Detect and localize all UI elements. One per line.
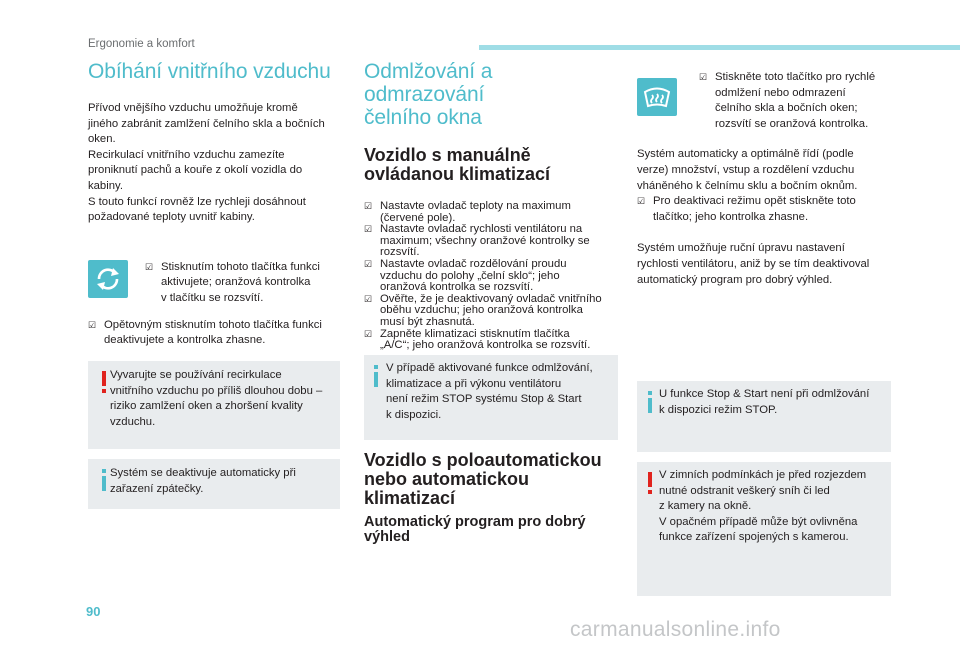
demist-press-bullet: ☑ Stiskněte toto tlačítko pro rychlé odmlžení nebo odmrazení čelního skla a bočních oken; rozsvítí se oranžová kontrolka. <box>699 71 876 130</box>
bullet-marker: ☑ <box>145 261 154 272</box>
list-item: ☑ Nastavte ovladač rozdělování proudu vzduchu do polohy „čelní sklo“; jeho oranžová kontrolka se rozsvítí. <box>364 257 567 294</box>
manual-fan-text: Systém umožňuje ruční úpravu nastavení rychlosti ventilátoru, aniž by se tím deaktivoval automatický program pro dobrý výhled. <box>637 242 870 286</box>
list-item: ☑ Nastavte ovladač rychlosti ventilátoru na maximum; všechny oranžové kontrolky se rozsvítí. <box>364 223 590 259</box>
recirculation-repress-bullet: ☑ Opětovným stisknutím tohoto tlačítka funkci deaktivujete a kontrolka zhasne. <box>88 318 340 349</box>
info-icon <box>369 365 383 387</box>
recirculation-press-row <box>88 260 340 307</box>
recirculation-intro: Přívod vnějšího vzduchu umožňuje kromě jiného zabránit zamlžení čelního skla a bočních oken. Recirkulací vnitřního vzduchu zamezíte proniknutí pachů a kouře z okolí vozidla do kabiny. S touto funkcí rovněž lze rychleji dosáhnout požadované teploty uvnitř kabiny. <box>88 102 325 224</box>
manual-steps-list <box>364 201 618 352</box>
warning-exclamation-icon <box>97 371 111 393</box>
warning-exclamation-icon <box>643 472 657 494</box>
watermark-text: carmanualsonline.info <box>570 618 781 641</box>
info-icon <box>97 469 111 491</box>
section-header: Ergonomie a komfort <box>88 38 195 50</box>
list-item: ☑ Zapněte klimatizaci stisknutím tlačítka „A/C“; jeho oranžová kontrolka se rozsvítí. <box>364 327 591 352</box>
heading-semi-auto-ac: Vozidlo s poloautomatickou nebo automatickou klimatizací <box>364 450 602 508</box>
page-number: 90 <box>86 604 101 619</box>
column-demist <box>364 60 618 352</box>
heading-manual-ac: Vozidlo s manuálně ovládanou klimatizací <box>364 145 551 184</box>
info-note-stop-start: U funkce Stop & Start není při odmlžování k dispozici režim STOP. <box>637 381 891 452</box>
column-recirculation <box>88 60 340 349</box>
column-auto-visibility <box>637 60 891 288</box>
header-rule <box>479 45 960 50</box>
deactivate-bullet: ☑ Pro deaktivaci režimu opět stiskněte toto tlačítko; jeho kontrolka zhasne. <box>637 195 856 223</box>
windscreen-demist-icon <box>637 78 677 116</box>
warning-note-recirculation: Vyvarujte se používání recirkulace vnitřního vzduchu po příliš dlouhou dobu – riziko zamlžení oken a zhoršení kvality vzduchu. <box>88 361 340 449</box>
warning-note-camera: V zimních podmínkách je před rozjezdem nutné odstranit veškerý sníh či led z kamery na okně. V opačném případě může být ovlivněna funkce zařízení spojených s kamerou. <box>637 462 891 596</box>
heading-auto-visibility: Automatický program pro dobrý výhled <box>364 514 586 545</box>
info-note-reverse: Systém se deaktivuje automaticky při zařazení zpátečky. <box>88 459 340 509</box>
demist-press-row <box>637 70 891 132</box>
section-title-recirculation: Obíhání vnitřního vzduchu <box>88 60 331 83</box>
recirculation-press-bullet: ☑ Stisknutím tohoto tlačítka funkci aktivujete; oranžová kontrolka v tlačítku se rozsvítí. <box>145 260 320 307</box>
info-note-demist: V případě aktivované funkce odmlžování, klimatizace a při výkonu ventilátoru není režim STOP systému Stop & Start k dispozici. <box>364 355 618 440</box>
list-item: ☑ Ověřte, že je deaktivovaný ovladač vnitřního oběhu vzduchu; jeho oranžová kontrolka musí být zhasnutá. <box>364 292 602 328</box>
auto-visibility-text: Systém automaticky a optimálně řídí (podle verze) množství, vstup a rozdělení vzduchu vháněného k čelnímu sklu a bočním oknům. <box>637 148 858 192</box>
list-item: ☑ Nastavte ovladač teploty na maximum (červené pole). <box>364 200 571 224</box>
section-title-demist: Odmlžování a odmrazování čelního okna <box>364 60 493 129</box>
bullet-marker: ☑ <box>88 319 97 330</box>
recirculation-icon <box>88 260 128 298</box>
info-icon <box>643 391 657 413</box>
